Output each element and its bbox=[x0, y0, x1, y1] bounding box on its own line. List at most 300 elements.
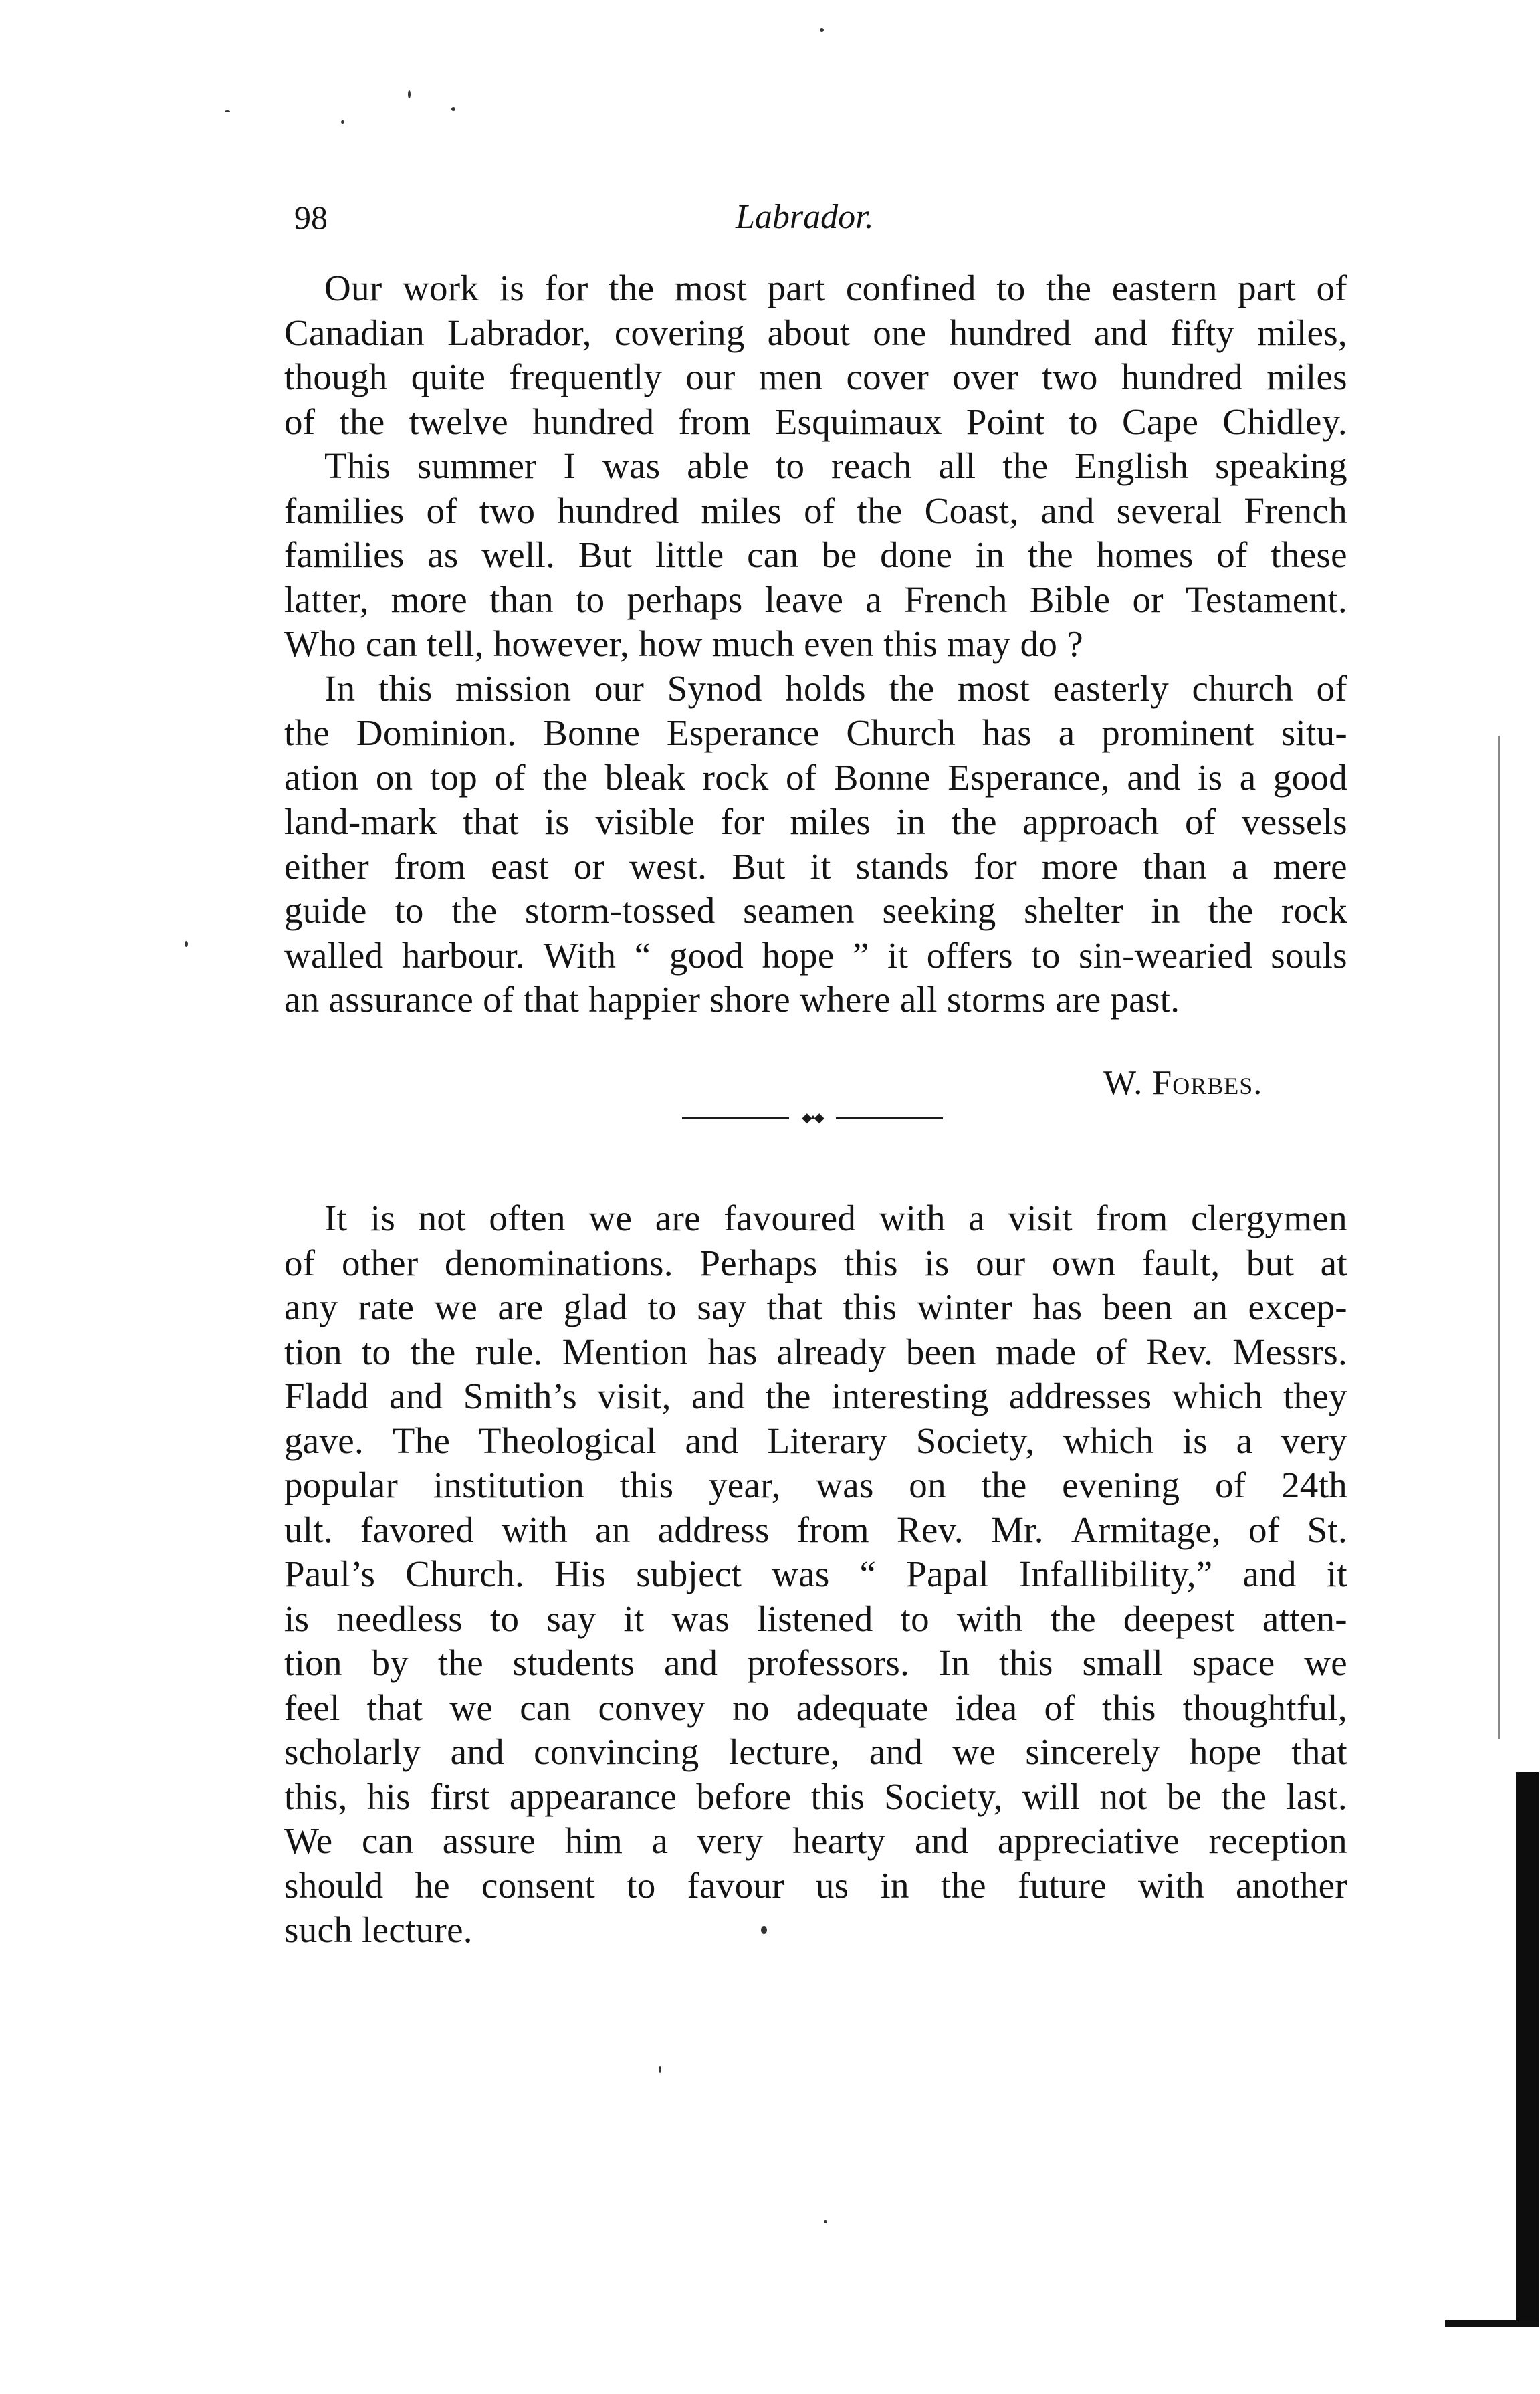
word: the bbox=[542, 756, 588, 798]
word: this bbox=[999, 1642, 1053, 1683]
scan-speck bbox=[185, 941, 188, 947]
word: and bbox=[664, 1642, 718, 1683]
word: top bbox=[429, 756, 478, 798]
word: Church bbox=[846, 712, 956, 753]
word: address bbox=[657, 1509, 770, 1550]
word: rock bbox=[1281, 890, 1347, 931]
word: our bbox=[976, 1242, 1026, 1283]
scan-speck bbox=[820, 28, 824, 32]
word: Chidley. bbox=[1222, 401, 1347, 442]
word: this bbox=[378, 667, 433, 709]
word: St. bbox=[1307, 1509, 1347, 1550]
text-line bbox=[284, 266, 1347, 311]
word: miles, bbox=[1257, 312, 1347, 353]
word: a bbox=[865, 578, 883, 620]
word: own bbox=[1051, 1242, 1116, 1283]
word: that bbox=[1291, 1731, 1347, 1772]
text-line bbox=[284, 1330, 1347, 1375]
word: they bbox=[1283, 1376, 1347, 1416]
word: the bbox=[1208, 890, 1254, 931]
word: or bbox=[573, 845, 605, 887]
word: that bbox=[463, 801, 519, 842]
word: mission bbox=[455, 667, 572, 709]
word: was bbox=[671, 1598, 730, 1639]
word: families bbox=[284, 534, 405, 575]
text-line bbox=[284, 1241, 1347, 1286]
word: ult. bbox=[284, 1509, 334, 1550]
word: In bbox=[938, 1642, 970, 1683]
word: evening bbox=[1062, 1464, 1180, 1505]
word: in bbox=[896, 801, 926, 842]
word: at bbox=[1320, 1242, 1347, 1283]
word: on bbox=[909, 1464, 946, 1505]
text-line bbox=[284, 1463, 1347, 1508]
word: Canadian bbox=[284, 312, 425, 353]
word: part bbox=[1238, 267, 1296, 308]
word: the bbox=[1046, 267, 1092, 308]
word: a bbox=[1058, 712, 1075, 753]
word: In bbox=[324, 667, 356, 709]
word: a bbox=[651, 1820, 669, 1861]
word: one bbox=[873, 312, 927, 353]
word: approach bbox=[1022, 801, 1160, 842]
word: storm-tossed bbox=[524, 890, 716, 931]
word: guide bbox=[284, 890, 367, 931]
word: idea bbox=[955, 1686, 1018, 1728]
word: of bbox=[1214, 1464, 1246, 1505]
scan-speck bbox=[225, 110, 230, 112]
word: Esquimaux bbox=[774, 401, 942, 442]
word: most bbox=[674, 267, 748, 308]
word: Literary bbox=[767, 1420, 888, 1461]
word: Perhaps bbox=[699, 1242, 818, 1283]
word: consent bbox=[481, 1864, 596, 1906]
text-line: an assurance of that happier shore where all storms are past. bbox=[284, 979, 1180, 1020]
scan-speck bbox=[408, 90, 411, 98]
word: it bbox=[1326, 1553, 1347, 1594]
word: hundred bbox=[532, 401, 655, 442]
word: we bbox=[434, 1287, 478, 1327]
word: of bbox=[426, 489, 457, 531]
word: but bbox=[1246, 1242, 1295, 1283]
word: the bbox=[765, 1376, 811, 1416]
word: fault, bbox=[1142, 1242, 1220, 1283]
word: other bbox=[341, 1242, 419, 1283]
word: though bbox=[284, 356, 388, 397]
word: Mr. bbox=[990, 1509, 1044, 1550]
word: east bbox=[491, 845, 549, 887]
word: “ bbox=[634, 934, 651, 976]
word: miles bbox=[1267, 356, 1347, 397]
word: two bbox=[1042, 356, 1098, 397]
word: leave bbox=[764, 578, 844, 620]
text-line bbox=[284, 1641, 1347, 1686]
word: than bbox=[489, 578, 554, 620]
word: favored bbox=[360, 1509, 475, 1550]
text-line bbox=[284, 667, 1347, 712]
word: of bbox=[785, 756, 817, 798]
word: to bbox=[395, 890, 424, 931]
word: and bbox=[450, 1731, 504, 1772]
word: often bbox=[489, 1198, 566, 1238]
word: lecture, bbox=[728, 1731, 840, 1772]
word: gave. bbox=[284, 1420, 364, 1461]
scan-speck bbox=[824, 2220, 827, 2223]
word: for bbox=[720, 801, 764, 842]
word: to bbox=[627, 1864, 656, 1906]
article-visiting-clergy bbox=[284, 1196, 1347, 1953]
word: done bbox=[880, 534, 953, 575]
word: Bonne bbox=[543, 712, 641, 753]
word: of bbox=[494, 756, 526, 798]
word: But bbox=[578, 534, 633, 575]
word: made bbox=[996, 1331, 1077, 1372]
text-line bbox=[284, 1419, 1347, 1464]
word: this bbox=[810, 1775, 865, 1817]
word: stands bbox=[855, 845, 949, 887]
word: 24th bbox=[1281, 1464, 1347, 1505]
divider-rule-right bbox=[836, 1117, 943, 1119]
word: land-mark bbox=[284, 801, 437, 842]
word: our bbox=[594, 667, 645, 709]
word: to bbox=[900, 1598, 929, 1639]
word: But bbox=[732, 845, 786, 887]
word: addresses bbox=[1008, 1376, 1152, 1416]
word: hundred bbox=[1121, 356, 1244, 397]
word: reach bbox=[831, 445, 912, 486]
word: tion bbox=[284, 1331, 342, 1372]
word: listened bbox=[757, 1598, 873, 1639]
word: and bbox=[691, 1376, 746, 1416]
word: church bbox=[1192, 667, 1293, 709]
word: Testament. bbox=[1185, 578, 1347, 620]
word: for bbox=[973, 845, 1017, 887]
text-line bbox=[284, 444, 1347, 489]
word: it bbox=[810, 845, 831, 887]
word: it bbox=[623, 1598, 645, 1639]
text-line bbox=[284, 489, 1347, 534]
word: Paul’s bbox=[284, 1553, 376, 1594]
word: men bbox=[758, 356, 823, 397]
word: be bbox=[1166, 1775, 1202, 1817]
word: from bbox=[393, 845, 467, 887]
word: say bbox=[697, 1287, 747, 1327]
word: and bbox=[914, 1820, 969, 1861]
word: very bbox=[697, 1820, 764, 1861]
word: this bbox=[844, 1242, 898, 1283]
word: adequate bbox=[796, 1686, 929, 1728]
text-line bbox=[284, 1819, 1347, 1864]
word: institution bbox=[433, 1464, 585, 1505]
word: hope bbox=[762, 934, 835, 976]
text-line: Who can tell, however, how much even this may do ? bbox=[284, 623, 1083, 664]
text-line bbox=[284, 400, 1347, 445]
text-line: such lecture. bbox=[284, 1909, 473, 1950]
word: in bbox=[1151, 890, 1180, 931]
word: already bbox=[776, 1331, 887, 1372]
word: Church. bbox=[405, 1553, 524, 1594]
word: and bbox=[1127, 756, 1181, 798]
word: vessels bbox=[1241, 801, 1347, 842]
word: professors. bbox=[747, 1642, 910, 1683]
word: cover bbox=[846, 356, 929, 397]
word: favour bbox=[687, 1864, 784, 1906]
word: miles bbox=[790, 801, 871, 842]
running-title: Labrador. bbox=[736, 198, 874, 236]
word: about bbox=[767, 312, 851, 353]
word: miles bbox=[701, 489, 782, 531]
word: glad bbox=[563, 1287, 628, 1327]
word: seeking bbox=[882, 890, 996, 931]
word: Coast, bbox=[924, 489, 1019, 531]
scan-speck bbox=[761, 1926, 767, 1934]
word: walled bbox=[284, 934, 384, 976]
text-line bbox=[284, 1775, 1347, 1820]
word: an bbox=[1192, 1287, 1228, 1327]
word: to bbox=[996, 267, 1026, 308]
word: before bbox=[696, 1775, 792, 1817]
word: not bbox=[1099, 1775, 1147, 1817]
word: mere bbox=[1273, 845, 1347, 887]
word: we bbox=[952, 1731, 996, 1772]
word: this bbox=[1102, 1686, 1156, 1728]
word: homes bbox=[1096, 534, 1194, 575]
scan-edge-line bbox=[1498, 736, 1500, 1739]
word: feel bbox=[284, 1686, 340, 1728]
text-line bbox=[284, 1864, 1347, 1909]
word: to bbox=[647, 1287, 677, 1327]
word: Bonne bbox=[833, 756, 931, 798]
text-line bbox=[284, 355, 1347, 400]
word: latter, bbox=[284, 578, 369, 620]
word: sin-wearied bbox=[1079, 934, 1252, 976]
word: of bbox=[1044, 1686, 1075, 1728]
word: Papal bbox=[906, 1553, 989, 1594]
word: has bbox=[707, 1331, 758, 1372]
word: of bbox=[284, 1242, 316, 1283]
word: covering bbox=[614, 312, 745, 353]
word: to bbox=[1031, 934, 1061, 976]
word: and bbox=[1040, 489, 1095, 531]
word: Labrador, bbox=[447, 312, 592, 353]
word: Dominion. bbox=[356, 712, 517, 753]
word: fifty bbox=[1170, 312, 1235, 353]
text-line bbox=[284, 311, 1347, 356]
word: convey bbox=[598, 1686, 706, 1728]
word: interesting bbox=[831, 1376, 989, 1416]
word: convincing bbox=[534, 1731, 699, 1772]
scan-speck bbox=[341, 120, 344, 124]
word: which bbox=[1172, 1376, 1263, 1416]
word: work bbox=[402, 267, 479, 308]
word: French bbox=[1244, 489, 1347, 531]
word: is bbox=[544, 801, 570, 842]
text-line bbox=[284, 845, 1347, 889]
word: our bbox=[685, 356, 736, 397]
word: Theological bbox=[478, 1420, 657, 1461]
word: that bbox=[366, 1686, 423, 1728]
scan-edge-shadow-foot bbox=[1445, 2320, 1539, 2327]
text-line bbox=[284, 1597, 1347, 1642]
word: assure bbox=[442, 1820, 536, 1861]
word: was bbox=[816, 1464, 874, 1505]
word: the bbox=[410, 1331, 456, 1372]
word: all bbox=[938, 445, 976, 486]
word: of bbox=[804, 489, 835, 531]
word: us bbox=[815, 1864, 849, 1906]
word: not bbox=[418, 1198, 466, 1238]
word: as bbox=[427, 534, 459, 575]
word: has bbox=[982, 712, 1032, 753]
word: shelter bbox=[1024, 890, 1123, 931]
word: is bbox=[284, 1598, 310, 1639]
word: bleak bbox=[604, 756, 686, 798]
word: rule. bbox=[475, 1331, 543, 1372]
word: space bbox=[1192, 1642, 1275, 1683]
word: excep- bbox=[1248, 1287, 1347, 1327]
article-labrador-mission bbox=[284, 266, 1347, 1022]
word: the bbox=[1027, 534, 1073, 575]
word: another bbox=[1235, 1864, 1347, 1906]
word: to bbox=[1069, 401, 1098, 442]
word: Bible bbox=[1029, 578, 1111, 620]
word: little bbox=[655, 534, 724, 575]
word: Fladd bbox=[284, 1376, 369, 1416]
word: good bbox=[1273, 756, 1347, 798]
word: for bbox=[544, 267, 588, 308]
word: deepest bbox=[1123, 1598, 1235, 1639]
word: Infallibility,” bbox=[1018, 1553, 1213, 1594]
word: which bbox=[1063, 1420, 1154, 1461]
word: part bbox=[767, 267, 826, 308]
word: rate bbox=[358, 1287, 415, 1327]
word: last. bbox=[1286, 1775, 1347, 1817]
word: with bbox=[879, 1198, 946, 1238]
word: appreciative bbox=[997, 1820, 1180, 1861]
scan-edge-shadow bbox=[1516, 1772, 1539, 2327]
author-signature: W. Forbes. bbox=[1103, 1064, 1263, 1102]
page-header bbox=[294, 197, 1337, 251]
word: it bbox=[887, 934, 909, 976]
word: to bbox=[489, 1598, 520, 1639]
word: seamen bbox=[743, 890, 855, 931]
section-divider bbox=[682, 1111, 943, 1125]
word: holds bbox=[785, 667, 866, 709]
word: to bbox=[361, 1331, 391, 1372]
word: quite bbox=[411, 356, 486, 397]
word: the bbox=[1221, 1775, 1267, 1817]
word: This bbox=[324, 445, 391, 486]
word: be bbox=[821, 534, 857, 575]
word: either bbox=[284, 845, 370, 887]
word: and bbox=[685, 1420, 739, 1461]
word: these bbox=[1271, 534, 1347, 575]
word: or bbox=[1132, 578, 1164, 620]
word: to bbox=[576, 578, 605, 620]
word: in bbox=[975, 534, 1005, 575]
word: a bbox=[1236, 1420, 1253, 1461]
word: Cape bbox=[1121, 401, 1199, 442]
word: French bbox=[904, 578, 1008, 620]
word: well. bbox=[481, 534, 556, 575]
word: popular bbox=[284, 1464, 399, 1505]
word: ation bbox=[284, 756, 359, 798]
word: to bbox=[775, 445, 805, 486]
word: twelve bbox=[409, 401, 509, 442]
word: several bbox=[1116, 489, 1222, 531]
word: and bbox=[869, 1731, 923, 1772]
page-number: 98 bbox=[294, 199, 328, 236]
word: Esperance, bbox=[948, 756, 1110, 798]
word: visible bbox=[595, 801, 695, 842]
word: can bbox=[747, 534, 799, 575]
word: no bbox=[732, 1686, 770, 1728]
word: he bbox=[415, 1864, 451, 1906]
word: a bbox=[968, 1198, 986, 1238]
word: his bbox=[366, 1775, 411, 1817]
word: with bbox=[956, 1598, 1023, 1639]
word: the bbox=[437, 1642, 483, 1683]
word: can bbox=[520, 1686, 572, 1728]
word: of bbox=[1248, 1509, 1280, 1550]
word: Our bbox=[324, 267, 382, 308]
word: year, bbox=[708, 1464, 781, 1505]
word: are bbox=[655, 1198, 701, 1238]
word: is bbox=[370, 1198, 396, 1238]
word: the bbox=[951, 801, 997, 842]
word: than bbox=[1143, 845, 1208, 887]
word: we bbox=[1304, 1642, 1347, 1683]
word: atten- bbox=[1262, 1598, 1347, 1639]
word: the bbox=[1002, 445, 1049, 486]
word: and bbox=[1093, 312, 1148, 353]
text-line bbox=[284, 889, 1347, 934]
word: appearance bbox=[509, 1775, 677, 1817]
word: It bbox=[324, 1198, 348, 1238]
word: the bbox=[889, 667, 935, 709]
word: a bbox=[1239, 756, 1256, 798]
word: is bbox=[924, 1242, 950, 1283]
text-line bbox=[284, 1285, 1347, 1330]
word: With bbox=[543, 934, 617, 976]
word: is bbox=[499, 267, 525, 308]
word: most bbox=[957, 667, 1030, 709]
word: offers bbox=[926, 934, 1013, 976]
word: of bbox=[1095, 1331, 1127, 1372]
word: can bbox=[362, 1820, 414, 1861]
word: clergymen bbox=[1191, 1198, 1347, 1238]
word: souls bbox=[1271, 934, 1347, 976]
word: say bbox=[546, 1598, 596, 1639]
word: thoughtful, bbox=[1182, 1686, 1347, 1728]
word: needless bbox=[336, 1598, 463, 1639]
word: the bbox=[451, 890, 498, 931]
word: scholarly bbox=[284, 1731, 421, 1772]
word: this bbox=[843, 1287, 897, 1327]
word: this bbox=[619, 1464, 674, 1505]
text-line bbox=[284, 1508, 1347, 1553]
word: speaking bbox=[1215, 445, 1347, 486]
word: visit bbox=[1008, 1198, 1073, 1238]
word: has bbox=[1032, 1287, 1083, 1327]
word: Synod bbox=[667, 667, 762, 709]
word: Smith’s bbox=[463, 1376, 577, 1416]
word: two bbox=[479, 489, 536, 531]
text-line bbox=[284, 1730, 1347, 1775]
word: should bbox=[284, 1864, 384, 1906]
word: with bbox=[502, 1509, 568, 1550]
word: Society, bbox=[915, 1420, 1035, 1461]
